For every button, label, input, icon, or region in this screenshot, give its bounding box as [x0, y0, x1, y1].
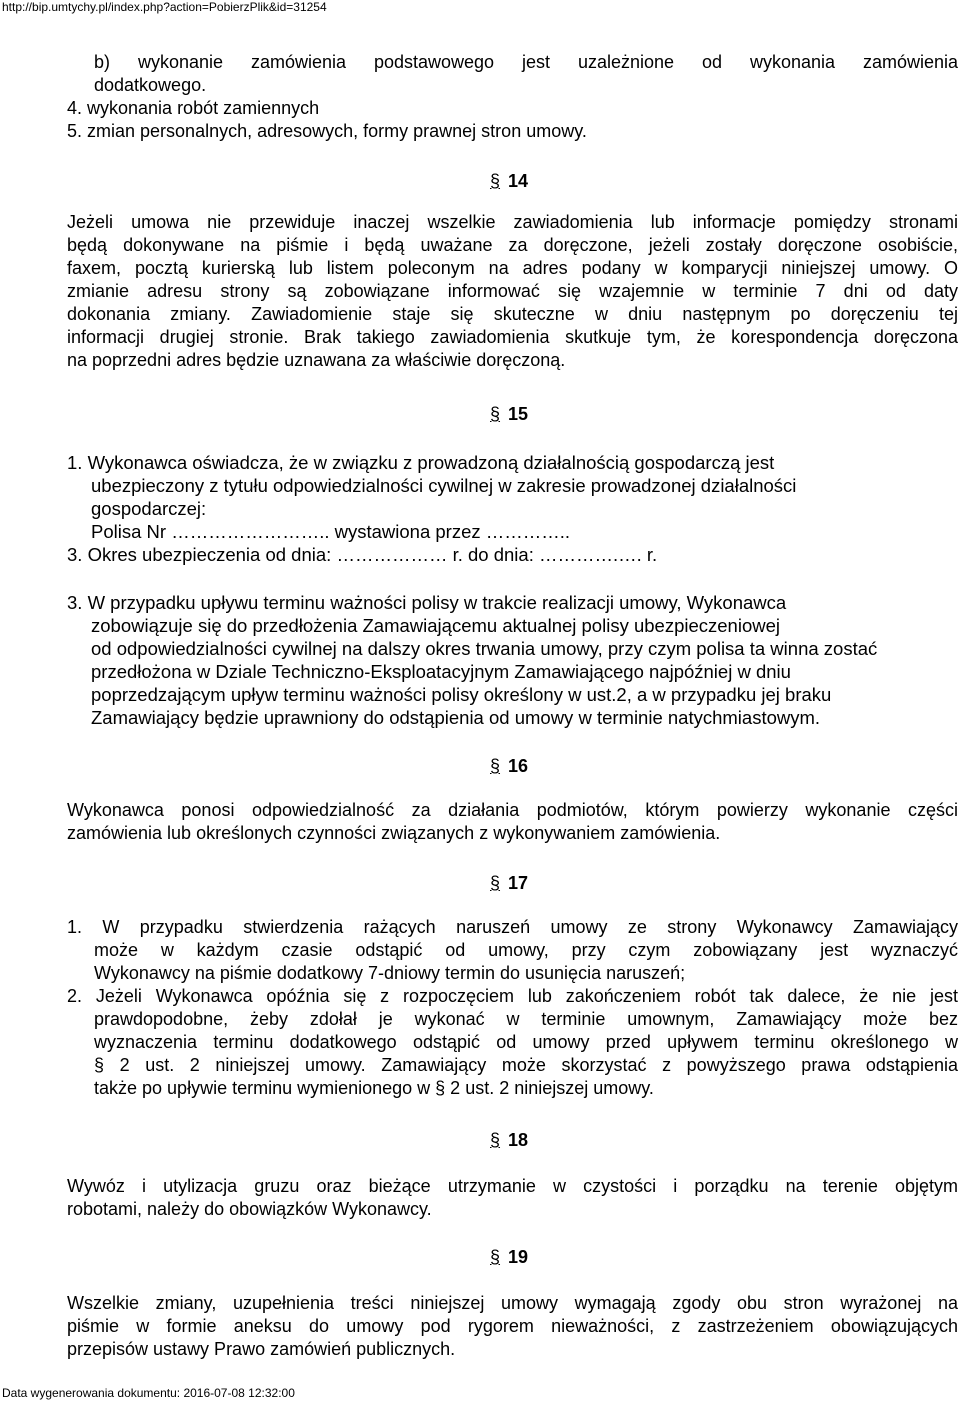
item-b-line1: b) wykonanie zamówienia podstawowego jest uzależnione od wykonania zamówienia — [94, 52, 958, 72]
section-17-heading — [490, 872, 528, 894]
s15-p3-line: Zamawiający będzie uprawniony do odstąpienia od umowy w terminie natychmiastowym. — [91, 707, 821, 728]
s17-p2-line: 2. Jeżeli Wykonawca opóźnia się z rozpoczęciem lub zakończeniem robót tak dalece, że nie jest — [67, 986, 958, 1006]
section-19-heading — [490, 1246, 528, 1268]
s15-p3-line: zobowiązuje się do przedłożenia Zamawiającemu aktualnej polisy ubezpieczeniowej — [91, 615, 780, 636]
s14-line: Jeżeli umowa nie przewiduje inaczej wszelkie zawiadomienia lub informacje pomiędzy stronami — [67, 212, 958, 232]
section-15-heading — [490, 403, 528, 425]
s17-p2-line: także po upływie terminu wymienionego w § 2 ust. 2 niniejszej umowy. — [94, 1078, 654, 1098]
s16-line: Wykonawca ponosi odpowiedzialność za działania podmiotów, którym powierzy wykonanie części — [67, 800, 958, 820]
s15-p1-line: ubezpieczony z tytułu odpowiedzialności cywilnej w zakresie prowadzonej działalności — [91, 475, 797, 496]
s15-p3-line: poprzedzającym upływ terminu ważności polisy określony w ust.2, a w przypadku jej braku — [91, 684, 832, 705]
section-number: 17 — [508, 873, 529, 893]
section-symbol: § — [490, 756, 501, 776]
s14-line: dokonania zmiany. Zawiadomienie staje się skuteczne w dniu następnym po doręczeniu tej — [67, 304, 958, 324]
section-symbol: § — [490, 171, 501, 191]
section-number: 19 — [508, 1247, 529, 1267]
section-number: 15 — [508, 404, 529, 424]
s15-period-line: 3. Okres ubezpieczenia od dnia: ……………… r. do dnia: ………….…. r. — [67, 544, 658, 565]
page-url: http://bip.umtychy.pl/index.php?action=PobierzPlik&id=31254 — [2, 0, 327, 14]
s15-p1-line: 1. Wykonawca oświadcza, że w związku z prowadzoną działalnością gospodarczą jest — [67, 452, 775, 473]
section-symbol: § — [490, 873, 501, 893]
s14-line: informacji drugiej stronie. Brak takiego zawiadomienia skutkuje tym, że korespondencja doręczona — [67, 327, 958, 347]
item-5: 5. zmian personalnych, adresowych, formy prawnej stron umowy. — [67, 121, 587, 141]
s14-line: na poprzedni adres będzie uznawana za właściwie doręczoną. — [67, 350, 566, 370]
s17-p1-line: 1. W przypadku stwierdzenia rażących naruszeń umowy ze strony Wykonawcy Zamawiający — [67, 917, 958, 937]
s17-p2-line: wyznaczenia terminu dodatkowego odstąpić od umowy przed upływem terminu określonego w — [94, 1032, 958, 1052]
s15-p3-line: 3. W przypadku upływu terminu ważności polisy w trakcie realizacji umowy, Wykonawca — [67, 592, 787, 613]
section-number: 16 — [508, 756, 529, 776]
s18-line: Wywóz i utylizacja gruzu oraz bieżące utrzymanie w czystości i porządku na terenie objętym — [67, 1176, 958, 1196]
s19-line: piśmie w formie aneksu do umowy pod rygorem nieważności, z zastrzeżeniem obowiązujących — [67, 1316, 958, 1336]
section-number: 18 — [508, 1130, 529, 1150]
s19-line: Wszelkie zmiany, uzupełnienia treści niniejszej umowy wymagają zgody obu stron wyrażonej na — [67, 1293, 958, 1313]
generation-date-footer: Data wygenerowania dokumentu: 2016-07-08 12:32:00 — [2, 1386, 295, 1400]
item-4: 4. wykonania robót zamiennych — [67, 98, 320, 118]
item-b-line2: dodatkowego. — [94, 75, 207, 95]
s14-line: faxem, pocztą kurierską lub listem poleconym na adres podany w komparycji niniejszej umowy. O — [67, 258, 958, 278]
section-symbol: § — [490, 1247, 501, 1267]
s17-p1-line: może w każdym czasie odstąpić od umowy, przy czym zobowiązany jest wyznaczyć — [94, 940, 958, 960]
s17-p2-line: § 2 ust. 2 niniejszej umowy. Zamawiający może skorzystać z powyższego prawa odstąpienia — [94, 1055, 958, 1075]
section-16-heading — [490, 755, 528, 777]
s17-p1-line: Wykonawcy na piśmie dodatkowy 7-dniowy termin do usunięcia naruszeń; — [94, 963, 686, 983]
s15-p1-line: gospodarczej: — [91, 498, 207, 519]
section-14-heading — [490, 170, 528, 192]
s14-line: zmianie adresu strony są zobowiązane informować się wzajemnie w terminie 7 dni od daty — [67, 281, 958, 301]
s14-line: będą dokonywane na piśmie i będą uważane za doręczone, jeżeli zostały doręczone osobiście, — [67, 235, 958, 255]
section-number: 14 — [508, 171, 529, 191]
section-symbol: § — [490, 1130, 501, 1150]
s15-p3-line: od odpowiedzialności cywilnej na dalszy okres trwania umowy, przy czym polisa ta winna zostać — [91, 638, 878, 659]
s15-policy-line: Polisa Nr …………………….. wystawiona przez ………….. — [91, 521, 571, 542]
s18-line: robotami, należy do obowiązków Wykonawcy. — [67, 1199, 432, 1219]
section-symbol: § — [490, 404, 501, 424]
s19-line: przepisów ustawy Prawo zamówień publicznych. — [67, 1339, 456, 1359]
section-18-heading — [490, 1129, 528, 1151]
s15-p3-line: przedłożona w Dziale Techniczno-Eksploatacyjnym Zamawiającego najpóźniej w dniu — [91, 661, 791, 682]
s17-p2-line: prawdopodobne, żeby zdołał je wykonać w terminie umownym, Zamawiający może bez — [94, 1009, 958, 1029]
s16-line: zamówienia lub określonych czynności związanych z wykonywaniem zamówienia. — [67, 823, 721, 843]
